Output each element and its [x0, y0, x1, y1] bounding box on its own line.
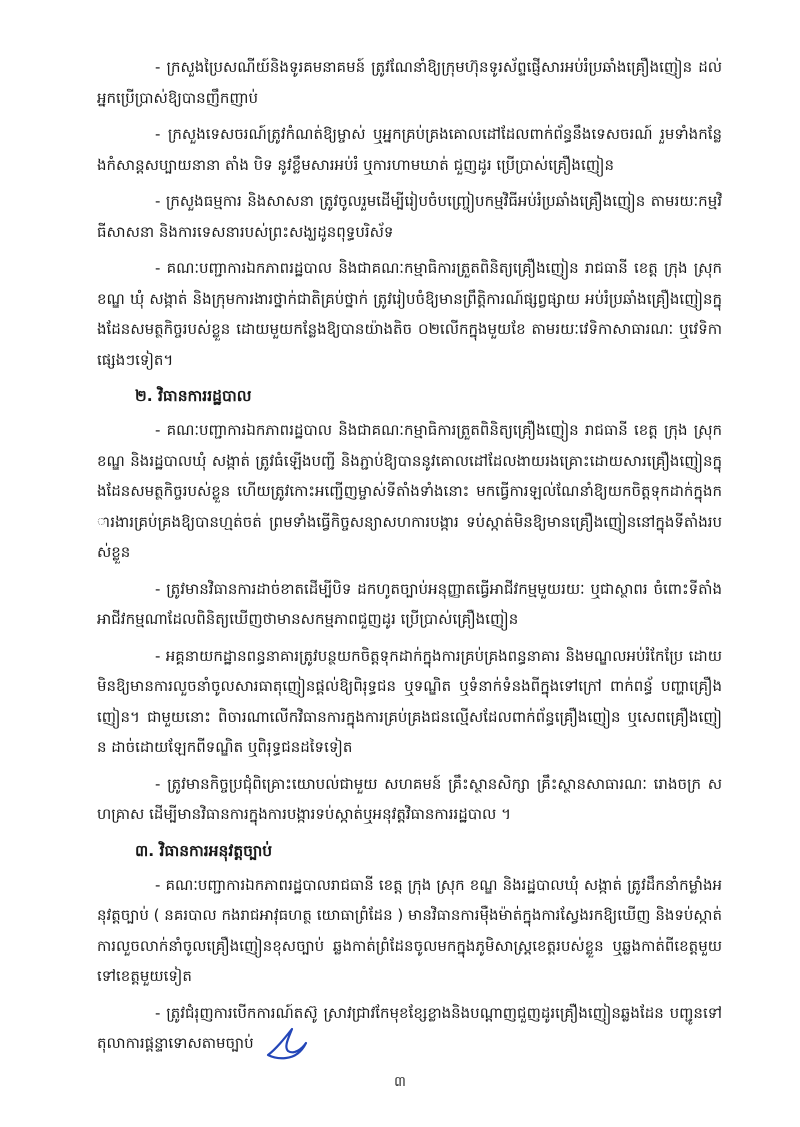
paragraph-law-investigation: - ត្រូវជំរុញការបើកការណ៍តស៊ូ ស្រាវជ្រាវកែមុខខ្សែខ្លាងនិងបណ្ដាញជួញដូរគ្រឿងញៀនឆ្លងដែន បញ្ជូនទៅតុលាការផ្តន្ទាទោសតាមច្បាប់ [97, 1003, 722, 1052]
section-heading-law-enforcement: ៣. វិធានការអនុវត្តច្បាប់ [135, 841, 273, 860]
paragraph-ministry-posts: - ក្រសួងប្រៃសណីយ៍និងទូរគមនាគមន៍ ត្រូវណែនាំឱ្យក្រុមហ៊ុនទូរស័ព្ទផ្ញើសារអប់រំប្រឆាំងគ្រឿងញៀន ដល់អ្នកប្រើប្រាស់ឱ្យបានញឹកញាប់ [97, 58, 722, 107]
paragraph-admin-consultation: - ត្រូវមានកិច្ចប្រជុំពិគ្រោះយោបល់ជាមួយ សហគមន៍ គ្រឹះស្ថានសិក្សា គ្រឹះស្ថានសាធារណៈ រោងចក្រ សហគ្រាស ដើម្បីមានវិធានការក្នុងការបង្ការទប់ស្កាត់ឬអនុវត្តវិធានការរដ្ឋបាល ។ [97, 774, 722, 823]
paragraph-ministry-tourism: - ក្រសួងទេសចរណ៍ត្រូវកំណត់ឱ្យម្ចាស់ ឬអ្នកគ្រប់គ្រងគោលដៅដែលពាក់ព័ន្ធនឹងទេសចរណ៍ រួមទាំងកន្លែងកំសាន្តសប្បាយនានា តាំង បិទ នូវខ្លឹមសារអប់រំ ឬការហាមឃាត់ ជួញដូរ ប្រើប្រាស់គ្រឿងញៀន [97, 125, 722, 174]
paragraph-ministry-religion: - ក្រសួងធម្មការ និងសាសនា ត្រូវចូលរួមដើម្បីរៀបចំបញ្ច្រៀបកម្មវិធីអប់រំប្រឆាំងគ្រឿងញៀន តាមរយៈកម្មវិធីសាសនា និងការទេសនារបស់ព្រះសង្ឃដូនពុទ្ធបរិស័ទ [97, 192, 722, 241]
paragraph-admin-closure: - ត្រូវមានវិធានការដាច់ខាតដើម្បីបិទ ដកហូតច្បាប់អនុញ្ញាតធ្វើអាជីវកម្មមួយរយៈ ឬជាស្ថាពរ ចំពោះទីតាំង អាជីវកម្មណាដែលពិនិត្យឃើញថាមានសកម្មភាពជួញដូរ ប្រើប្រាស់គ្រឿងញៀន [97, 579, 722, 628]
document-body [97, 52, 722, 1065]
paragraph-admin-prisons: - អគ្គនាយកដ្ឋានពន្ធនាគារត្រូវបន្ថយកចិត្តទុកដាក់ក្នុងការគ្រប់គ្រងពន្ធនាគារ និងមណ្ឌលអប់រំកែប្រែ ដោយមិនឱ្យមានការលួចនាំចូលសារធាតុញៀនផ្តល់ឱ្យពិរុទ្ធជន ឬទណ្ឌិត ឬទំនាក់ទំនងពីក្នុងទៅក្រៅ ពាក់ពន្ធ័ បញ្ហាគ្រឿងញៀន។ ជាមួយនោះ ពិចារណាលើកវិធានការក្នុងការគ្រប់គ្រងជនល្មើសដែលពាក់ព័ន្ធគ្រឿងញៀន ឬសេពគ្រឿងញៀន ដាច់ដោយឡែកពីទណ្ឌិត ឬពិរុទ្ធជនដទៃទៀត [97, 646, 722, 756]
section-heading-administrative: ២. វិធានការរដ្ឋបាល [135, 387, 252, 405]
paragraph-admin-listing: - គណៈបញ្ជាការឯកភាពរដ្ឋបាល និងជាគណៈកម្មាធិការត្រួតពិនិត្យគ្រឿងញៀន រាជធានី ខេត្ត ក្រុង ស្រុក ខណ្ឌ និងរដ្ឋបាលឃុំ សង្កាត់ ត្រូវធំឡើងបញ្ជី និងភ្ជាប់ឱ្យបាននូវគោលដៅដែលងាយរងគ្រោះដោយសារគ្រឿងញៀនក្នុងដែនសមត្ថកិច្ចរបស់ខ្លួន ហើយត្រូវកោះអញ្ជើញម្ចាស់ទីតាំងទាំងនោះ មកធ្វើការឡល់ណែនាំឱ្យយកចិត្តទុកដាក់ក្នុងការងារគ្រប់គ្រងឱ្យបានហ្មត់ចត់ ព្រមទាំងធ្វើកិច្ចសន្យាសហការបង្ការ ទប់ស្កាត់មិនឱ្យមានគ្រឿងញៀននៅក្នុងទីតាំងរបស់ខ្លួន [97, 421, 722, 561]
paragraph-administration-committee: - គណៈបញ្ជាការឯកភាពរដ្ឋបាល និងជាគណៈកម្មាធិការត្រួតពិនិត្យគ្រឿងញៀន រាជធានី ខេត្ត ក្រុង ស្រុក ខណ្ឌ ឃុំ សង្កាត់ និងក្រុមការងារថ្នាក់ជាតិគ្រប់ថ្នាក់ ត្រូវរៀបចំឱ្យមានព្រឹត្តិការណ៍ផ្សព្វផ្សាយ អប់រំប្រឆាំងគ្រឿងញៀនក្នុងដែនសមត្ថកិច្ចរបស់ខ្លួន ដោយមួយកន្លែងឱ្យបានយ៉ាងតិច ០២លើកក្នុងមួយខែ តាមរយៈវេទិកាសាធារណៈ ឬវេទិកាផ្សេងៗទៀត។ [97, 259, 722, 369]
page-number: ៣ [394, 1074, 406, 1090]
handwritten-initial-signature [262, 1025, 312, 1061]
paragraph-law-border: - គណៈបញ្ជាការឯកភាពរដ្ឋបាលរាជធានី ខេត្ត ក្រុង ស្រុក ខណ្ឌ និងរដ្ឋបាលឃុំ សង្កាត់ ត្រូវដឹកនាំកម្លាំងអនុវត្តច្បាប់ ( នគរបាល កងរាជអាវុធហត្ថ យោធាព្រំដែន ) មានវិធានការម៉ឺងម៉ាត់ក្នុងការស្វែងរកឱ្យឃើញ និងទប់ស្កាត់ការលួចលាក់នាំចូលគ្រឿងញៀនខុសច្បាប់ ឆ្លងកាត់ព្រំដែនចូលមកក្នុងភូមិសាស្ត្រខេត្តរបស់ខ្លួន ឬឆ្លងកាត់ពីខេត្តមួយ ទៅខេត្តមួយទៀត [97, 875, 722, 985]
